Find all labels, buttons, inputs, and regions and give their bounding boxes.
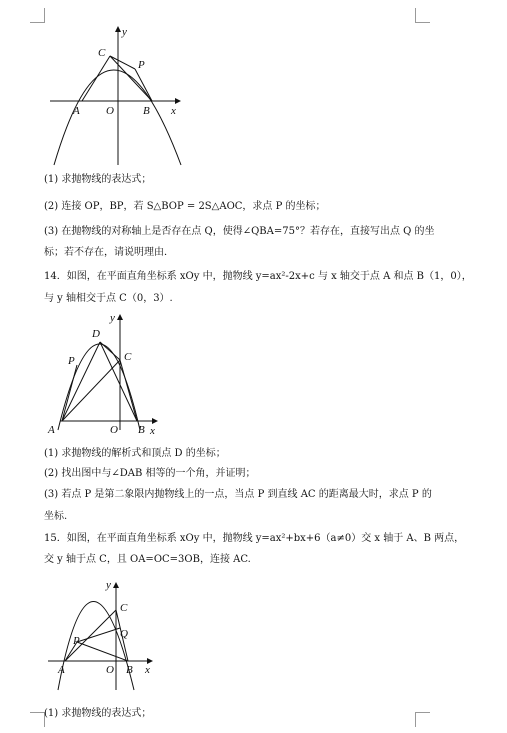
label-d: D (92, 328, 100, 340)
y-axis-arrow (113, 582, 119, 588)
label-o: O (110, 424, 118, 436)
x-axis-arrow (175, 98, 181, 104)
q14-part1: (1) 求抛物线的解析式和顶点 D 的坐标； (44, 448, 226, 459)
q14-stem-line2: 与 y 轴相交于点 C（0，3）. (44, 293, 173, 304)
segment-ac (82, 56, 110, 101)
label-o: O (106, 105, 114, 117)
q15-stem-line1: 15．如图，在平面直角坐标系 xOy 中，抛物线 y=ax²+bx+6（a≠0）交 x 轴于 A、B 两点， (44, 533, 465, 544)
label-c: C (98, 47, 106, 59)
label-c: C (124, 351, 132, 363)
label-c: C (120, 602, 128, 614)
q13-part1: (1) 求抛物线的表达式； (44, 174, 152, 185)
q14-part3-line2: 坐标. (44, 511, 68, 522)
label-a: A (73, 105, 80, 117)
corner-mark-top-right (415, 8, 430, 23)
q14-stem-line1: 14．如图，在平面直角坐标系 xOy 中，抛物线 y=ax²-2x+c 与 x 轴交于点 A 和点 B（1，0）， (44, 271, 472, 282)
label-b: B (126, 664, 133, 676)
parabola (58, 602, 134, 691)
q14-part3-line1: (3) 若点 P 是第二象限内抛物线上的一点，当点 P 到直线 AC 的距离最大时，求点 P 的 (44, 489, 432, 500)
label-b: B (138, 424, 145, 436)
label-p: P (138, 59, 145, 71)
segment-pq (77, 628, 120, 642)
segment-dc (100, 342, 120, 360)
segment-ad (62, 342, 100, 421)
y-axis-arrow (117, 314, 123, 320)
y-axis-arrow (115, 26, 121, 32)
segment-db (100, 342, 137, 421)
segment-pb (77, 642, 128, 661)
q13-part2: (2) 连接 OP，BP，若 S△BOP = 2S△AOC，求点 P 的坐标； (44, 201, 326, 212)
label-y: y (106, 579, 111, 591)
label-q: Q (120, 628, 128, 640)
q15-part1: (1) 求抛物线的表达式； (44, 708, 152, 719)
label-y: y (122, 26, 127, 38)
q14-part2: (2) 找出图中与∠DAB 相等的一个角，并证明； (44, 468, 256, 479)
label-p: P (68, 355, 75, 367)
segment-cb (110, 56, 152, 101)
segment-ac (62, 360, 120, 421)
label-x: x (150, 425, 155, 437)
label-p: P (73, 635, 80, 647)
label-y: y (110, 312, 115, 324)
q13-part3-line1: (3) 在抛物线的对称轴上是否存在点 Q，使得∠QBA=75°？若存在，直接写出点 Q 的坐 (44, 226, 435, 237)
label-x: x (145, 664, 150, 676)
corner-mark-bottom-right (415, 712, 430, 727)
figure-q14 (40, 308, 170, 438)
segment-cp (110, 56, 135, 69)
figure-q15 (40, 578, 170, 698)
label-o: O (106, 664, 114, 676)
corner-mark-bottom-left (30, 712, 45, 727)
label-a: A (48, 424, 55, 436)
x-axis-arrow (152, 418, 158, 424)
q15-stem-line2: 交 y 轴于点 C，且 OA=OC=3OB，连接 AC. (44, 554, 251, 565)
label-b: B (143, 105, 150, 117)
q13-part3-line2: 标；若不存在，请说明理由． (44, 247, 174, 258)
label-x: x (171, 105, 176, 117)
figure-q13 (40, 20, 200, 170)
label-a: A (58, 664, 65, 676)
